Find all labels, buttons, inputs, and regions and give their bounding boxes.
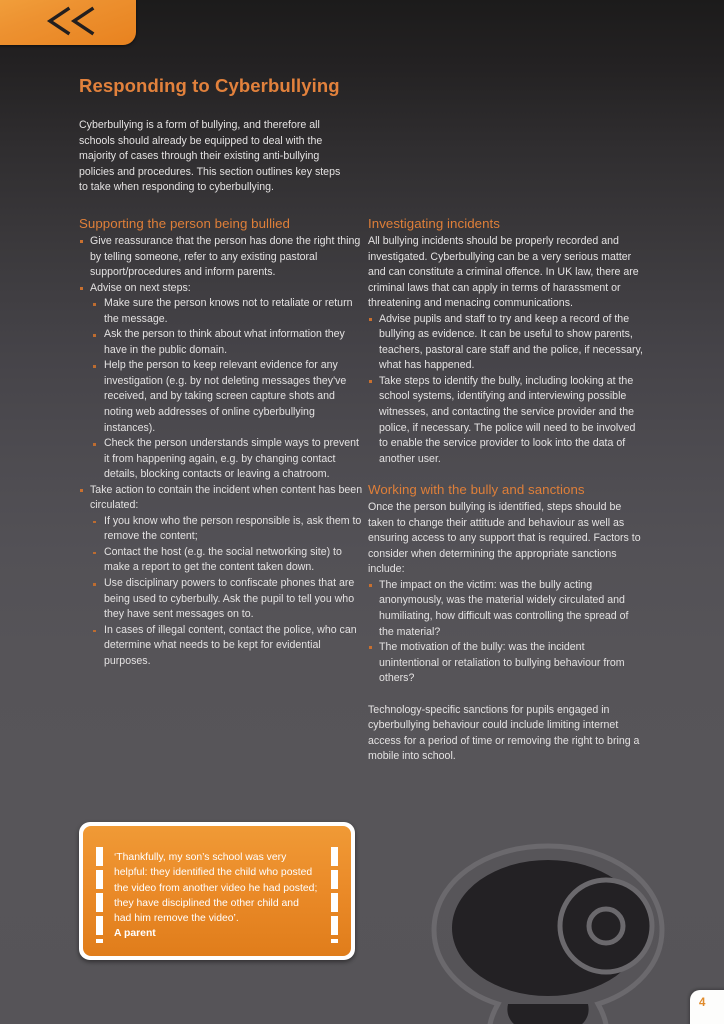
section-heading-working-with-bully: Working with the bully and sanctions [368,482,585,498]
page-title: Responding to Cyberbullying [79,75,340,96]
list-item: Contact the host (e.g. the social networking site) to make a report to get the content taken down. [87,545,363,576]
intro-paragraph: Cyberbullying is a form of bullying, and therefore all schools should already be equipped to deal with the majority of cases through their existing anti-bullying policies and procedures. This section outlines key steps to take when responding to cyberbullying. [79,119,341,194]
list-item [79,234,363,281]
section-heading-investigating: Investigating incidents [368,216,500,231]
webcam-illustration-icon [372,838,724,1024]
quote-callout-inner [83,826,351,956]
bullet-text: Advise on next steps: [90,281,191,294]
list-item: The motivation of the bully: was the incident unintentional or retaliation to bullying behaviour from others? [368,640,646,687]
investigating-bullet-list [368,312,646,467]
quote-attribution: A parent [114,928,156,940]
back-button[interactable] [0,0,136,45]
list-item: Ask the person to think about what information they have in the public domain. [87,327,363,358]
investigating-paragraph: All bullying incidents should be properly recorded and investigated. Cyberbullying can be a very serious matter and can constitute a criminal offence. In UK law, there are criminal laws that can apply in terms of harassment or threatening and menacing communications. [368,235,639,310]
list-item: In cases of illegal content, contact the police, who can determine what needs to be kept for evidential purposes. [87,623,363,670]
page-number-badge [690,990,724,1024]
bullet-text: Give reassurance that the person has done the right thing by telling someone, refer to any existing pastoral support/procedures and inform parents. [90,235,361,279]
list-item: Use disciplinary powers to confiscate phones that are being used to cyberbully. Ask the pupil to tell you who they have sent messages on to. [87,576,363,623]
quote-text [114,850,319,942]
quote-decor-bar-right [331,847,338,943]
list-item: Check the person understands simple ways to prevent it from happening again, e.g. by changing contact details, blocking contacts or leaving a chatroom. [87,436,363,483]
bullet-text: Take action to contain the incident when content has been circulated: [90,483,363,512]
section-heading-supporting: Supporting the person being bullied [79,216,290,231]
page-number: 4 [699,997,706,1009]
left-column [79,215,363,669]
quote-body: ‘Thankfully, my son’s school was very helpful: they identified the child who posted the video from another video he had posted; they have disciplined the other child and had him remove the video’. [114,852,318,925]
list-item: The impact on the victim: was the bully acting anonymously, was the material widely circulated and humiliating, how difficult was controlling the spread of the material? [368,578,646,640]
technology-sanctions-paragraph: Technology-specific sanctions for pupils engaged in cyberbullying behaviour could include limiting internet access for a period of time or removing the right to bring a mobile into school. [368,703,640,763]
list-item [79,483,363,670]
double-chevron-left-icon [43,6,99,36]
right-column [368,215,646,765]
list-item: If you know who the person responsible is, ask them to remove the content; [87,514,363,545]
list-item: Make sure the person knows not to retaliate or return the message. [87,296,363,327]
list-item: Advise pupils and staff to try and keep a record of the bullying as evidence. It can be useful to show parents, teachers, pastoral care staff and the police, if necessary, what has happened. [368,312,646,374]
list-item [79,281,363,483]
quote-callout [79,822,355,960]
quote-decor-bar-left [96,847,103,943]
working-with-bully-paragraph: Once the person bullying is identified, steps should be taken to change their attitude and behaviour as well as ensuring access to any support that is required. Factors to consider when determining the appropriate sanctions include: [368,501,641,576]
supporting-bullet-list [79,234,363,669]
sub-bullet-list [87,514,363,669]
list-item: Take steps to identify the bully, including looking at the school systems, identifying and interviewing possible witnesses, and contacting the service provider and the police, if necessary. The police will need to be involved to enable the service provider to look into the data of another user. [368,374,646,467]
sanctions-bullet-list [368,578,646,687]
sub-bullet-list [87,296,363,483]
list-item: Help the person to keep relevant evidence for any investigation (e.g. by not deleting messages they've received, and by taking screen capture shots and noting web addresses of online cyberbullying instances). [87,358,363,436]
